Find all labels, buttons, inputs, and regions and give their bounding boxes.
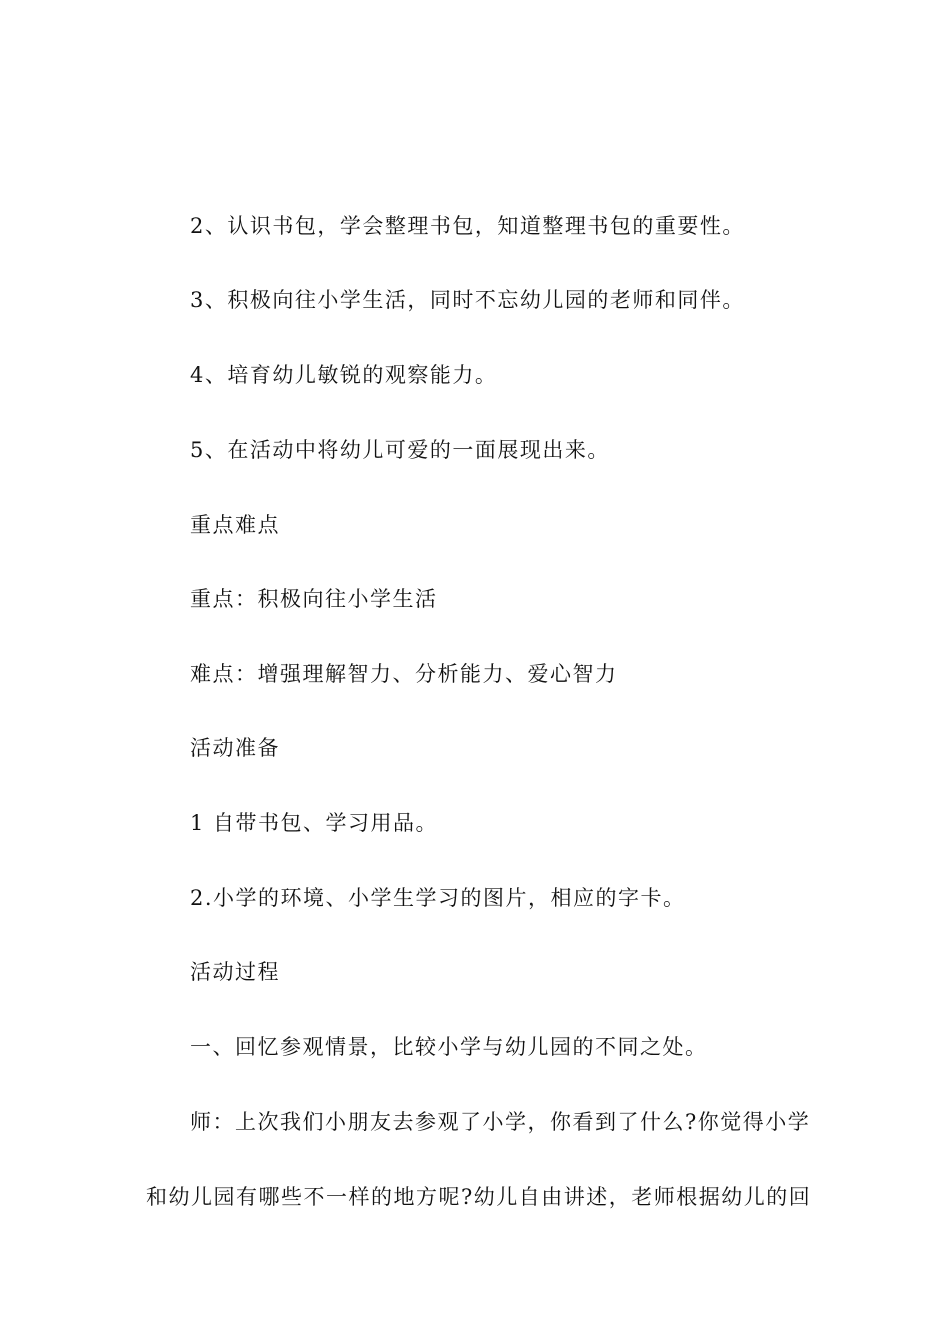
- section-heading-key-points: 重点难点: [190, 513, 280, 537]
- objective-2: 2、认识书包，学会整理书包，知道整理书包的重要性。: [190, 214, 745, 238]
- paragraph-line: 和幼儿园有哪些不一样的地方呢?幼儿自由讲述，老师根据幼儿的回: [146, 1185, 812, 1209]
- difficult-point: 难点：增强理解智力、分析能力、爱心智力: [190, 662, 618, 686]
- key-point: 重点：积极向往小学生活: [190, 587, 438, 611]
- paragraph-line: 师：上次我们小朋友去参观了小学，你看到了什么?你觉得小学: [190, 1110, 811, 1134]
- objective-3: 3、积极向往小学生活，同时不忘幼儿园的老师和同伴。: [190, 288, 745, 312]
- objective-4: 4、培育幼儿敏锐的观察能力。: [190, 363, 498, 387]
- preparation-item-2: 2.小学的环境、小学生学习的图片，相应的字卡。: [190, 886, 686, 910]
- preparation-item-1: 1 自带书包、学习用品。: [190, 811, 439, 835]
- section-heading-preparation: 活动准备: [190, 736, 280, 760]
- objective-5: 5、在活动中将幼儿可爱的一面展现出来。: [190, 438, 610, 462]
- section-heading-process: 活动过程: [190, 960, 280, 984]
- process-step-1: 一、回忆参观情景，比较小学与幼儿园的不同之处。: [190, 1035, 708, 1059]
